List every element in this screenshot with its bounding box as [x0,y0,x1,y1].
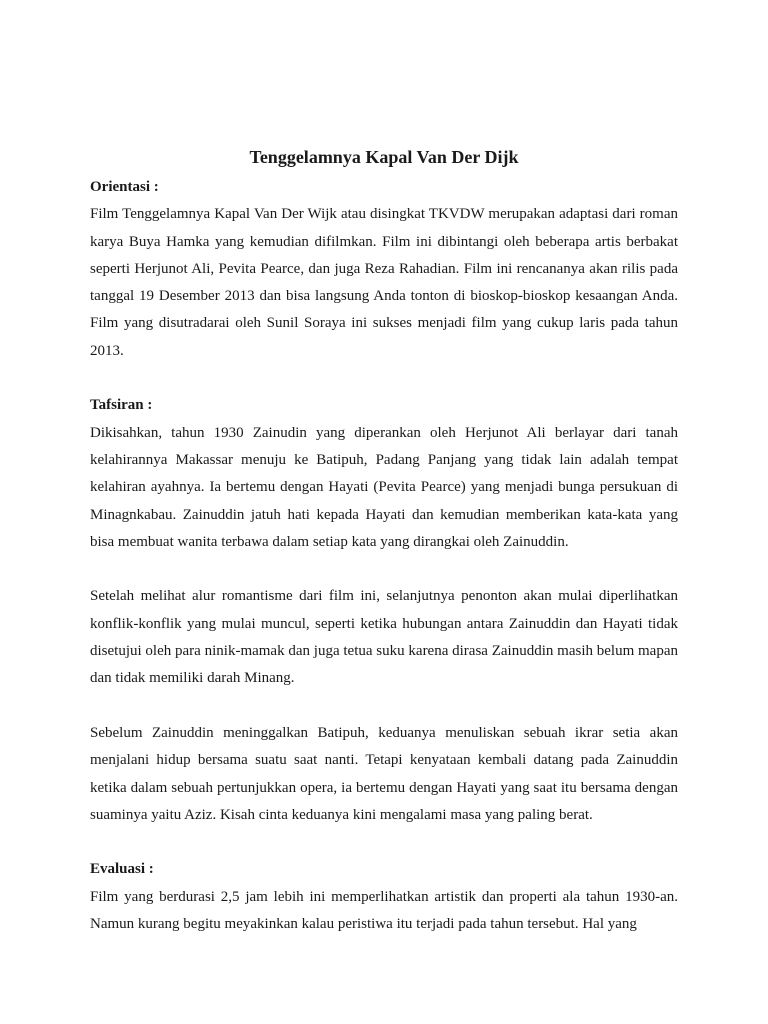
document-body [90,174,678,938]
tafsiran-paragraph-2: Setelah melihat alur romantisme dari film ini, selanjutnya penonton akan mulai diperlihatkan konflik-konflik yang mulai muncul, seperti ketika hubungan antara Zainuddin dan Hayati tidak disetujui oleh para ninik-mamak dan juga tetua suku karena dirasa Zainuddin masih belum mapan dan tidak memiliki darah Minang. [90,588,678,687]
tafsiran-paragraph-3: Sebelum Zainuddin meninggalkan Batipuh, keduanya menuliskan sebuah ikrar setia akan menjalani hidup bersama suatu saat nanti. Tetapi kenyataan kembali datang pada Zainuddin ketika dalam sebuah pertunjukkan opera, ia bertemu dengan Hayati yang saat itu bersama dengan suaminya yaitu Aziz. Kisah cinta keduanya kini mengalami masa yang paling berat. [90,724,678,823]
section-heading-tafsiran: Tafsiran : [90,397,153,414]
paragraph-spacer [90,693,678,720]
document-title: Tenggelamnya Kapal Van Der Dijk [249,147,519,167]
evaluasi-paragraph: Film yang berdurasi 2,5 jam lebih ini memperlihatkan artistik dan properti ala tahun 1930-an. Namun kurang begitu meyakinkan kalau peristiwa itu terjadi pada tahun tersebut. Hal yang [90,888,678,933]
paragraph-spacer [90,365,678,392]
paragraph-spacer [90,556,678,583]
orientasi-paragraph: Film Tenggelamnya Kapal Van Der Wijk atau disingkat TKVDW merupakan adaptasi dari roman karya Buya Hamka yang kemudian difilmkan. Film ini dibintangi oleh beberapa artis berbakat seperti Herjunot Ali, Pevita Pearce, dan juga Reza Rahadian. Film ini rencananya akan rilis pada tanggal 19 Desember 2013 dan bisa langsung Anda tonton di bioskop-bioskop kesaangan Anda. Film yang disutradarai oleh Sunil Soraya ini sukses menjadi film yang cukup laris pada tahun 2013. [90,206,678,359]
paragraph-spacer [90,829,678,856]
tafsiran-paragraph-1: Dikisahkan, tahun 1930 Zainudin yang diperankan oleh Herjunot Ali berlayar dari tanah kelahirannya Makassar menuju ke Batipuh, Padang Panjang yang tidak lain adalah tempat kelahiran ayahnya. Ia bertemu dengan Hayati (Pevita Pearce) yang menjadi bunga persukuan di Minagnkabau. Zainuddin jatuh hati kepada Hayati dan kemudian memberikan kata-kata yang bisa membuat wanita terbawa dalam setiap kata yang dirangkai oleh Zainuddin. [90,424,678,550]
section-heading-evaluasi: Evaluasi : [90,861,154,878]
section-heading-orientasi: Orientasi : [90,179,159,195]
